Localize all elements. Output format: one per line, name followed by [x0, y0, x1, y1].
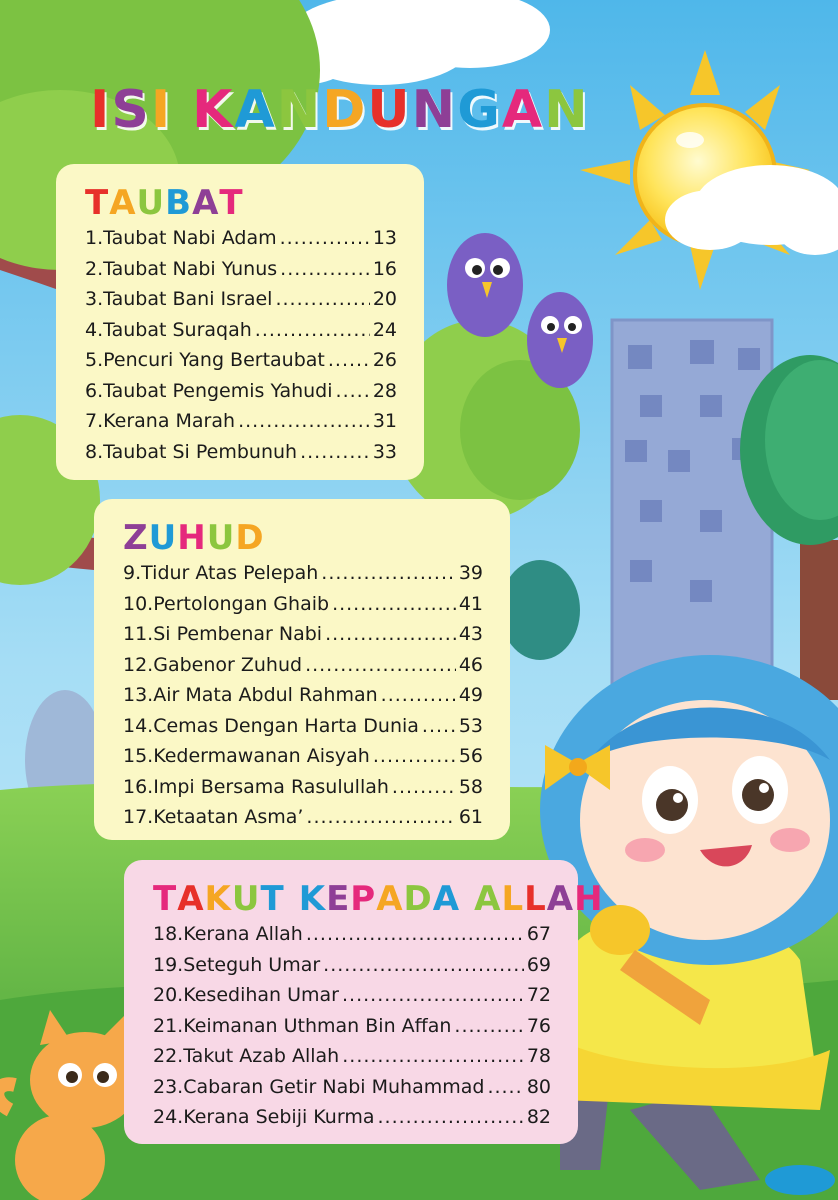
title-letter: N [411, 80, 458, 140]
toc-entry-title: Taubat Suraqah [103, 318, 252, 341]
toc-entry-title: Air Mata Abdul Rahman [153, 684, 378, 706]
toc-entry-title: Taubat Si Pembunuh [103, 440, 298, 463]
title-letter: N [544, 80, 590, 140]
dot-leader [321, 558, 456, 589]
toc-entry-page: 33 [372, 440, 397, 463]
toc-entry-page: 24 [372, 318, 397, 341]
title-letter: A [234, 80, 277, 140]
title-letter: S [111, 80, 151, 140]
toc-entry-number: 21. [153, 1014, 184, 1037]
title-letter: U [367, 80, 412, 140]
section-title-letter: D [235, 518, 265, 558]
section-title-letter: U [136, 183, 166, 223]
toc-entry-number: 24. [153, 1106, 184, 1128]
toc-entry[interactable] [123, 680, 483, 711]
toc-entry-number: 8. [85, 440, 104, 463]
toc-entry[interactable] [123, 741, 483, 772]
toc-entry-title: Impi Bersama Rasulullah [153, 775, 389, 798]
toc-list [153, 919, 551, 1133]
dot-leader [275, 284, 369, 315]
dot-leader [305, 650, 456, 681]
toc-entry-number: 23. [153, 1075, 184, 1098]
toc-entry-title: Kerana Allah [183, 923, 303, 945]
dot-leader [255, 315, 370, 346]
section-title-letter: K [204, 879, 232, 919]
toc-entry-title: Taubat Bani Israel [103, 288, 273, 310]
toc-entry[interactable] [85, 284, 397, 315]
toc-entry-page: 41 [458, 592, 483, 615]
toc-entry[interactable] [153, 980, 551, 1011]
toc-entry[interactable] [123, 619, 483, 650]
dot-leader [306, 919, 524, 950]
dot-leader [342, 1041, 524, 1072]
toc-entry-number: 6. [85, 379, 104, 402]
toc-entry-page: 53 [458, 714, 483, 737]
section-title-letter: L [524, 879, 547, 919]
toc-entry[interactable] [85, 437, 397, 468]
toc-entry-page: 80 [526, 1075, 551, 1098]
toc-entry-number: 15. [123, 745, 154, 767]
toc-entry-number: 12. [123, 653, 154, 676]
toc-entry-number: 5. [85, 349, 104, 371]
section-title-letter: A [109, 183, 137, 223]
page-title [90, 80, 590, 140]
title-letter: I [150, 80, 173, 140]
toc-entry-title: Kerana Marah [103, 410, 236, 432]
dot-leader [300, 437, 370, 468]
toc-entry[interactable] [153, 1102, 551, 1133]
toc-entry-page: 39 [458, 562, 483, 584]
toc-entry-number: 14. [123, 714, 154, 737]
toc-list [85, 223, 397, 467]
toc-entry-page: 78 [526, 1045, 551, 1067]
toc-entry-page: 31 [372, 410, 397, 432]
section-taubat [60, 168, 420, 476]
toc-entry-number: 19. [153, 953, 184, 976]
toc-entry[interactable] [153, 1041, 551, 1072]
toc-entry-number: 13. [123, 684, 154, 706]
section-title-letter: T [153, 879, 178, 919]
dot-leader [454, 1011, 523, 1042]
toc-entry[interactable] [123, 772, 483, 803]
toc-list [123, 558, 483, 833]
section-title-letter: U [231, 879, 261, 919]
section-takut-kepada-allah [128, 864, 604, 1140]
dot-leader [377, 1102, 523, 1133]
toc-entry-page: 13 [372, 227, 397, 249]
toc-entry-number: 1. [85, 227, 104, 249]
title-letter: N [276, 80, 323, 140]
toc-entry-number: 7. [85, 410, 104, 432]
title-letter: I [90, 80, 112, 140]
toc-entry[interactable] [85, 406, 397, 437]
dot-leader [487, 1072, 523, 1103]
toc-entry-page: 67 [526, 923, 551, 945]
section-title-letter: H [177, 518, 207, 558]
toc-entry[interactable] [153, 950, 551, 981]
toc-entry-page: 82 [526, 1106, 551, 1128]
toc-entry-title: Si Pembenar Nabi [153, 623, 323, 645]
toc-entry[interactable] [85, 254, 397, 285]
toc-entry-title: Seteguh Umar [183, 953, 321, 976]
dot-leader [336, 376, 370, 407]
section-title-letter: D [403, 879, 433, 919]
title-letter: G [457, 80, 502, 140]
toc-entry-page: 20 [372, 288, 397, 310]
section-title-letter: A [177, 879, 205, 919]
toc-entry-number: 22. [153, 1045, 184, 1067]
toc-entry-page: 69 [526, 953, 551, 976]
toc-entry-title: Cabaran Getir Nabi Muhammad [183, 1075, 485, 1098]
toc-entry-page: 72 [526, 984, 551, 1006]
section-title-letter: A [474, 879, 502, 919]
dot-leader [325, 619, 456, 650]
dot-leader [238, 406, 370, 437]
section-title-letter: P [350, 879, 377, 919]
toc-entry-number: 3. [85, 288, 104, 310]
toc-entry-page: 26 [372, 349, 397, 371]
section-zuhud [98, 503, 506, 836]
toc-entry-number: 11. [123, 623, 154, 645]
section-title-letter: B [165, 183, 193, 223]
toc-entry-title: Cemas Dengan Harta Dunia [153, 714, 419, 737]
toc-entry-title: Pencuri Yang Bertaubat [103, 349, 325, 371]
toc-entry[interactable] [123, 558, 483, 589]
toc-entry-number: 2. [85, 257, 104, 280]
dot-leader [323, 950, 524, 981]
section-title-letter: A [376, 879, 404, 919]
toc-entry[interactable] [123, 650, 483, 681]
section-title-letter: U [206, 518, 236, 558]
section-title [85, 183, 397, 223]
toc-entry-page: 28 [372, 379, 397, 402]
toc-entry[interactable] [153, 1011, 551, 1042]
title-letter: D [322, 80, 368, 140]
section-title-letter: T [260, 879, 285, 919]
dot-leader [332, 589, 456, 620]
dot-leader [392, 772, 456, 803]
dot-leader [280, 254, 370, 285]
toc-entry-number: 4. [85, 318, 104, 341]
section-title-letter: E [326, 879, 351, 919]
toc-entry[interactable] [85, 315, 397, 346]
section-title-letter: K [298, 879, 327, 919]
toc-entry[interactable] [123, 711, 483, 742]
toc-entry-page: 56 [458, 745, 483, 767]
toc-entry[interactable] [153, 1072, 551, 1103]
section-title-letter: A [432, 879, 461, 919]
toc-entry-title: Kedermawanan Aisyah [153, 745, 370, 767]
toc-entry-title: Kerana Sebiji Kurma [183, 1106, 375, 1128]
section-title-letter: L [501, 879, 525, 919]
dot-leader [306, 802, 455, 833]
toc-entry-number: 17. [123, 806, 154, 828]
section-title-letter: H [574, 879, 604, 919]
toc-entry-number: 16. [123, 775, 154, 798]
toc-entry-title: Takut Azab Allah [183, 1045, 340, 1067]
toc-entry-number: 10. [123, 592, 154, 615]
toc-entry-title: Taubat Nabi Adam [103, 227, 277, 249]
toc-entry-page: 58 [458, 775, 483, 798]
toc-entry-title: Keimanan Uthman Bin Affan [183, 1014, 452, 1037]
dot-leader [381, 680, 456, 711]
section-title-letter: T [219, 183, 244, 223]
section-title-letter: A [192, 183, 220, 223]
toc-entry-title: Taubat Nabi Yunus [103, 257, 278, 280]
toc-entry[interactable] [153, 919, 551, 950]
dot-leader [280, 223, 370, 254]
toc-entry[interactable] [123, 802, 483, 833]
toc-entry-page: 49 [458, 684, 483, 706]
building [612, 320, 772, 690]
toc-entry-title: Tidur Atas Pelepah [141, 562, 319, 584]
toc-entry-number: 9. [123, 562, 142, 584]
toc-entry[interactable] [85, 376, 397, 407]
toc-entry-page: 46 [458, 653, 483, 676]
toc-entry[interactable] [85, 345, 397, 376]
toc-entry-number: 20. [153, 984, 184, 1006]
dot-leader [422, 711, 456, 742]
toc-entry-title: Taubat Pengemis Yahudi [103, 379, 333, 402]
toc-entry-number: 18. [153, 923, 184, 945]
toc-entry-title: Ketaatan Asma’ [153, 806, 304, 828]
title-letter: A [501, 80, 545, 140]
section-title-letter: A [546, 879, 575, 919]
toc-entry-page: 61 [458, 806, 483, 828]
section-title-letter: T [85, 183, 110, 223]
toc-entry-title: Gabenor Zuhud [153, 653, 303, 676]
toc-entry-page: 16 [372, 257, 397, 280]
toc-entry[interactable] [85, 223, 397, 254]
section-title [123, 518, 483, 558]
section-title-letter: Z [123, 518, 149, 558]
toc-entry[interactable] [123, 589, 483, 620]
toc-entry-page: 43 [458, 623, 483, 645]
dot-leader [342, 980, 524, 1011]
title-letter: K [192, 80, 235, 140]
dot-leader [373, 741, 456, 772]
section-title-letter: U [148, 518, 178, 558]
toc-entry-title: Kesedihan Umar [183, 984, 339, 1006]
section-title [153, 879, 604, 919]
toc-entry-page: 76 [526, 1014, 551, 1037]
dot-leader [328, 345, 370, 376]
toc-entry-title: Pertolongan Ghaib [153, 592, 330, 615]
